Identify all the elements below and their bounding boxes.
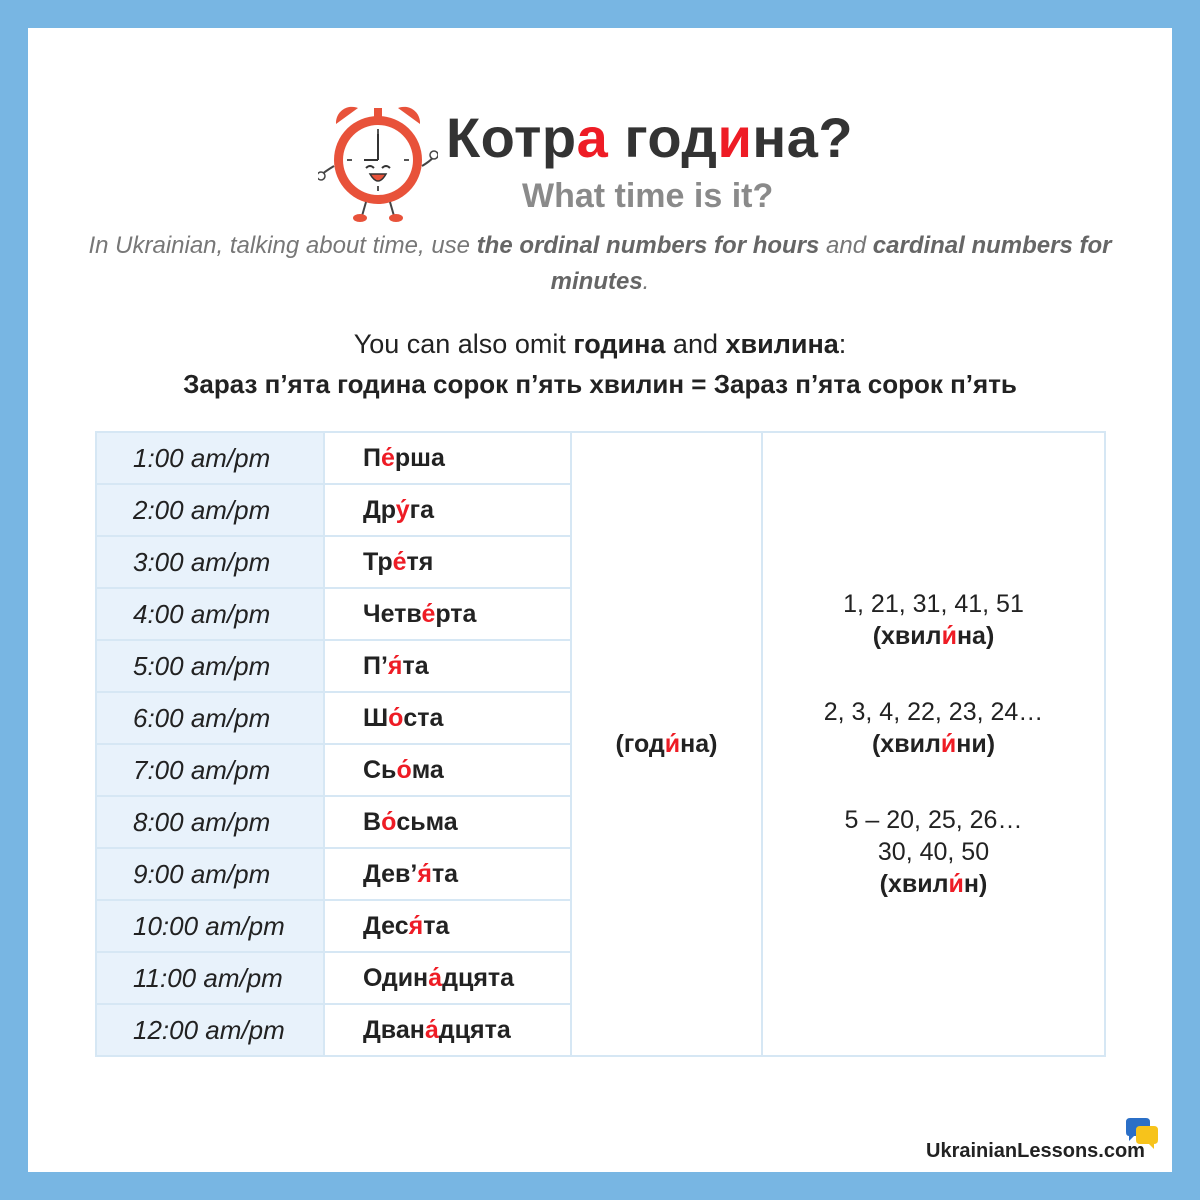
hour-word-pre: (год (615, 729, 665, 758)
hour-time-cell: 12:00 am/pm (96, 1004, 324, 1056)
hour-time-cell: 4:00 am/pm (96, 588, 324, 640)
ordinal-post: тя (406, 547, 434, 576)
ordinal-post: та (423, 911, 450, 940)
ordinal-word-cell (324, 484, 571, 536)
minutes-word-pre: (хвил (871, 730, 941, 758)
hour-word-stress: и́ (664, 729, 681, 758)
ordinal-stress: о́ (388, 703, 404, 732)
hour-time-cell: 1:00 am/pm (96, 432, 324, 484)
ordinal-post: ма (411, 755, 444, 784)
ordinal-post: та (402, 651, 429, 680)
ordinal-stress: я́ (387, 651, 403, 680)
ordinal-word-cell (324, 744, 571, 796)
ordinal-post: та (431, 859, 459, 888)
intro-text: In Ukrainian, talking about time, use the ordinal numbers for hours and cardinal numbers for minutes. (88, 232, 1112, 295)
minutes-group (763, 588, 1104, 652)
time-table (95, 431, 1106, 1057)
ordinal-stress: е́ (392, 547, 407, 576)
hour-time-cell: 3:00 am/pm (96, 536, 324, 588)
ordinal-pre: П’ (363, 651, 388, 680)
hour-time-cell: 8:00 am/pm (96, 796, 324, 848)
hour-time-cell: 9:00 am/pm (96, 848, 324, 900)
ordinal-stress: я́ (408, 911, 424, 940)
minutes-word-stress: и́ (941, 622, 957, 650)
ordinal-pre: Дев’ (363, 859, 418, 888)
speech-bubbles-logo-icon (1124, 1116, 1160, 1152)
minutes-word-pre: (хвил (879, 870, 949, 898)
minutes-numbers: 5 – 20, 25, 26… (844, 806, 1023, 834)
minutes-word (763, 728, 1104, 760)
ordinal-word-cell (324, 432, 571, 484)
ordinal-pre: Тр (363, 547, 393, 576)
ordinal-word-cell (324, 692, 571, 744)
minutes-cell (762, 432, 1105, 1056)
ordinal-stress: я́ (417, 859, 432, 888)
minutes-word-post: ни) (956, 730, 996, 758)
ordinal-post: рта (435, 599, 477, 628)
brand-name: UkrainianLessons.com (926, 1140, 1145, 1162)
minutes-numbers: 1, 21, 31, 41, 51 (843, 590, 1024, 618)
ordinal-word-cell (324, 1004, 571, 1056)
ordinal-stress: о́ (396, 755, 412, 784)
hour-time-cell: 5:00 am/pm (96, 640, 324, 692)
hour-word-cell (571, 432, 762, 1056)
table-row (96, 432, 1105, 484)
minutes-group (763, 804, 1104, 900)
alarm-clock-mascot-icon (318, 98, 438, 228)
ordinal-post: сьма (396, 807, 458, 836)
ordinal-pre: Дван (363, 1015, 425, 1044)
minutes-word-post: н) (963, 870, 988, 898)
minutes-word-stress: и́ (940, 730, 957, 758)
hour-time-cell: 6:00 am/pm (96, 692, 324, 744)
ordinal-stress: а́ (428, 963, 443, 992)
ordinal-word-cell (324, 952, 571, 1004)
page-title: Котра година? (446, 106, 854, 169)
ordinal-post: дцята (438, 1015, 511, 1044)
example-sentence: Зараз п’ята година сорок п’ять хвилин = Зараз п’ята сорок п’ять (183, 369, 1017, 399)
omit-note: You can also omit година and хвилина: (353, 329, 847, 359)
ordinal-post: га (409, 495, 434, 524)
ordinal-pre: Четв (363, 599, 422, 628)
ordinal-word-cell (324, 588, 571, 640)
hour-time-cell: 10:00 am/pm (96, 900, 324, 952)
ordinal-word-cell (324, 848, 571, 900)
minutes-word-post: на) (956, 622, 995, 650)
ordinal-stress: е́ (380, 443, 395, 472)
ordinal-post: рша (394, 443, 445, 472)
minutes-numbers: 2, 3, 4, 22, 23, 24… (823, 698, 1044, 726)
ordinal-pre: Др (363, 495, 396, 524)
ordinal-word-cell (324, 900, 571, 952)
ordinal-pre: Дес (363, 911, 409, 940)
ordinal-post: ста (403, 703, 444, 732)
minutes-word (763, 868, 1104, 900)
ordinal-word-cell (324, 796, 571, 848)
minutes-numbers: 30, 40, 50 (877, 838, 990, 866)
hour-word-post: на) (680, 729, 718, 758)
ordinal-post: дцята (442, 963, 515, 992)
minutes-word (763, 620, 1104, 652)
minutes-word-pre: (хвил (872, 622, 942, 650)
ordinal-pre: Ш (363, 703, 389, 732)
ordinal-stress: е́ (421, 599, 436, 628)
ordinal-pre: Один (363, 963, 429, 992)
hour-time-cell: 2:00 am/pm (96, 484, 324, 536)
ordinal-pre: П (363, 443, 381, 472)
ordinal-word-cell (324, 640, 571, 692)
page-subtitle: What time is it? (522, 177, 774, 215)
lesson-card (28, 28, 1172, 1172)
ordinal-stress: о́ (381, 807, 397, 836)
ordinal-pre: В (363, 807, 382, 836)
ordinal-word-cell (324, 536, 571, 588)
ordinal-stress: у́ (395, 495, 410, 524)
ordinal-pre: Сь (363, 755, 397, 784)
hour-time-cell: 7:00 am/pm (96, 744, 324, 796)
header (28, 88, 1172, 238)
minutes-word-stress: и́ (948, 870, 964, 898)
minutes-group (763, 696, 1104, 760)
hour-time-cell: 11:00 am/pm (96, 952, 324, 1004)
ordinal-stress: а́ (424, 1015, 439, 1044)
